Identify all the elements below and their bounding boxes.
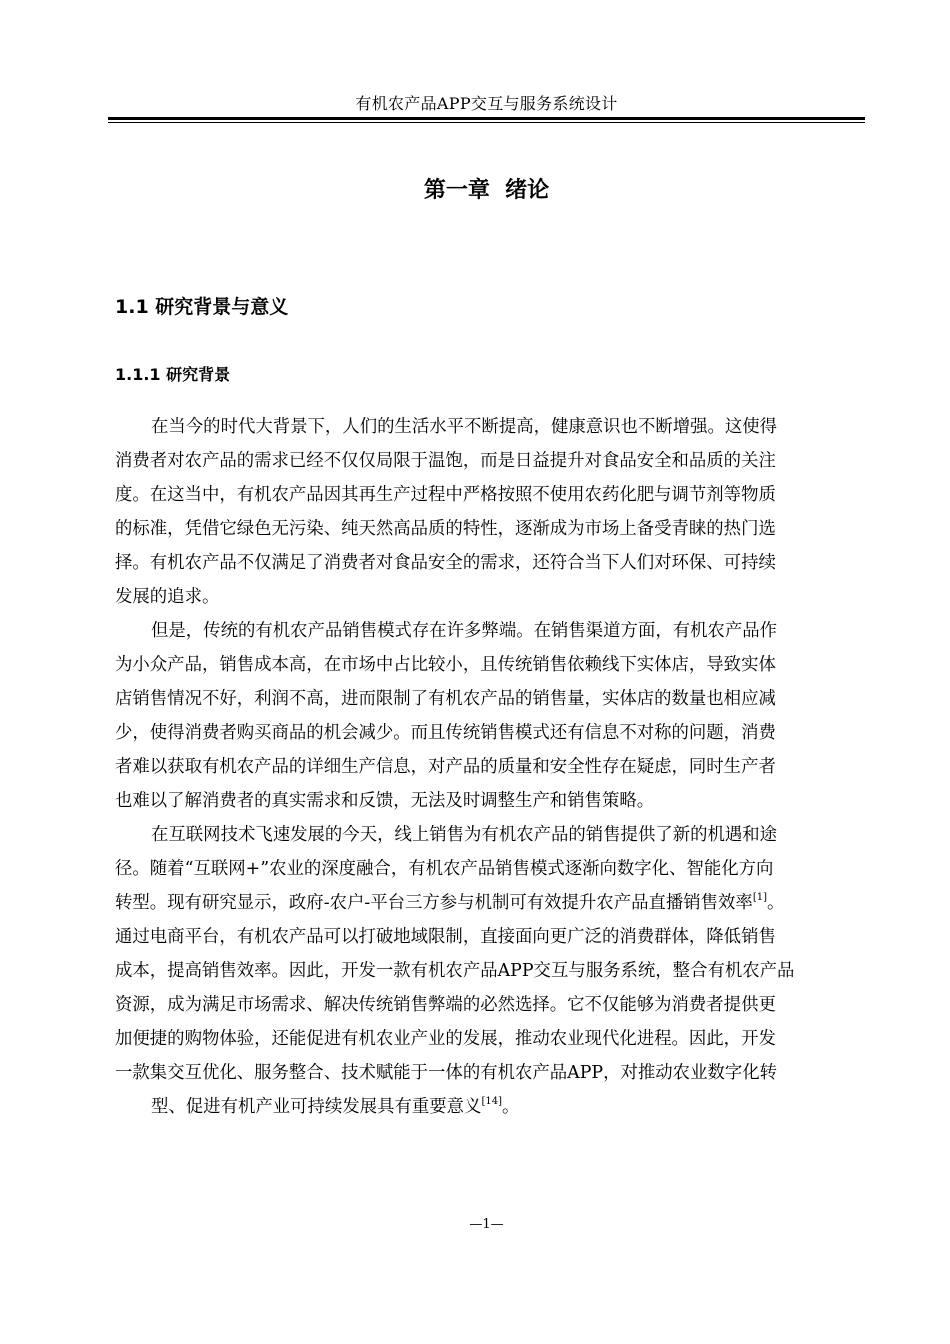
body-text	[115, 410, 860, 1124]
running-header: 有机农产品APP交互与服务系统设计	[355, 94, 618, 113]
paragraph-line: 在互联网技术飞速发展的今天，线上销售为有机农产品的销售提供了新的机遇和途	[151, 825, 778, 845]
paragraph-line: 择。有机农产品不仅满足了消费者对食品安全的需求，还符合当下人们对环保、可持续	[115, 553, 776, 573]
paragraph-line: 加便捷的购物体验，还能促进有机农业产业的发展，推动农业现代化进程。因此，开发	[115, 1029, 776, 1049]
subsection-heading: 1.1.1 研究背景	[115, 365, 231, 384]
line-end-punct: 。	[767, 893, 785, 913]
paragraph-line: 也难以了解消费者的真实需求和反馈，无法及时调整生产和销售策略。	[115, 791, 655, 811]
paragraph-3	[115, 818, 860, 1124]
line-end-punct: 。	[501, 1097, 520, 1117]
paragraph-line: 径。随着“互联网+”农业的深度融合，有机农产品销售模式逐渐向数字化、智能化方向	[115, 859, 774, 879]
paragraph-line: 在当今的时代大背景下，人们的生活水平不断提高，健康意识也不断增强。这使得	[151, 417, 778, 437]
line-text: 转型。现有研究显示，政府-农户-平台三方参与机制可有效提升农产品直播销售效率	[115, 893, 753, 913]
paragraph-line: 消费者对农产品的需求已经不仅仅局限于温饱，而是日益提升对食品安全和品质的关注	[115, 451, 776, 471]
page-number: —1—	[469, 1217, 504, 1232]
paragraph-line: 发展的追求。	[115, 587, 220, 607]
section-heading: 1.1 研究背景与意义	[115, 296, 289, 318]
paragraph-line: 通过电商平台，有机农产品可以打破地域限制，直接面向更广泛的消费群体，降低销售	[115, 927, 776, 947]
paragraph-line: 成本，提高销售效率。因此，开发一款有机农产品APP交互与服务系统，整合有机农产品	[115, 961, 795, 981]
paragraph-line	[115, 886, 860, 920]
paragraph-line	[115, 1090, 860, 1124]
paragraph-line: 度。在这当中，有机农产品因其再生产过程中严格按照不使用农药化肥与调节剂等物质	[115, 485, 776, 505]
paragraph-line: 者难以获取有机农产品的详细生产信息，对产品的质量和安全性存在疑虑，同时生产者	[115, 757, 776, 777]
paragraph-1	[115, 410, 860, 614]
paragraph-line: 的标准，凭借它绿色无污染、纯天然高品质的特性，逐渐成为市场上备受青睐的热门选	[115, 519, 776, 539]
paragraph-line: 但是，传统的有机农产品销售模式存在许多弊端。在销售渠道方面，有机农产品作	[151, 621, 778, 641]
citation-ref: [1]	[752, 892, 767, 903]
header-rule-thin	[108, 122, 865, 123]
paragraph-2	[115, 614, 860, 818]
paragraph-line: 店销售情况不好，利润不高，进而限制了有机农产品的销售量，实体店的数量也相应减	[115, 689, 776, 709]
paragraph-line: 为小众产品，销售成本高，在市场中占比较小，且传统销售依赖线下实体店，导致实体	[115, 655, 776, 675]
paragraph-line: 资源，成为满足市场需求、解决传统销售弊端的必然选择。它不仅能够为消费者提供更	[115, 995, 776, 1015]
chapter-title: 第一章 绪论	[423, 178, 550, 203]
paragraph-line: 一款集交互优化、服务整合、技术赋能于一体的有机农产品APP，对推动农业数字化转	[115, 1063, 778, 1083]
header-rule-thick	[108, 117, 865, 120]
line-text: 型、促进有机产业可持续发展具有重要意义	[151, 1097, 482, 1117]
paragraph-line: 少，使得消费者购买商品的机会减少。而且传统销售模式还有信息不对称的问题，消费	[115, 723, 776, 743]
citation-ref: [14]	[481, 1096, 502, 1107]
